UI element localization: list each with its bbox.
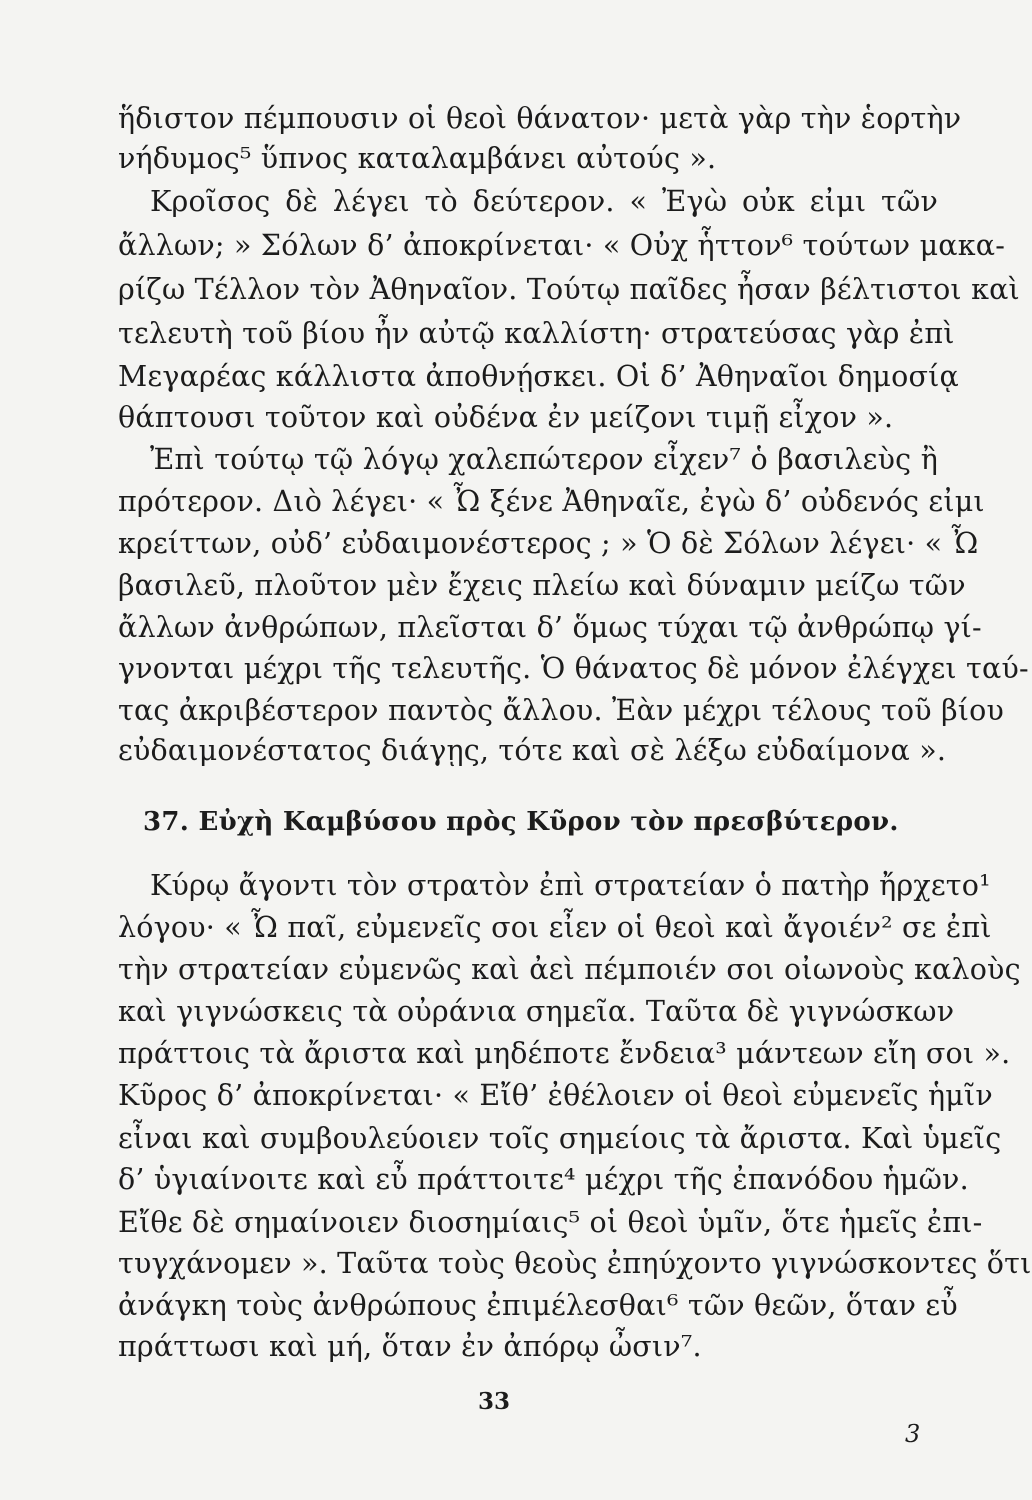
text-line: λόγου· « Ὦ παῖ, εὐμενεῖς σοι εἶεν οἱ θεοὶ καὶ ἄγοιέν² σε ἐπὶ [118,911,992,944]
text-line: βασιλεῦ, πλοῦτον μὲν ἔχεις πλείω καὶ δύναμιν μείζω τῶν [118,569,966,602]
text-line: πράττοις τὰ ἄριστα καὶ μηδέποτε ἔνδεια³ μάντεων εἴη σοι ». [118,1037,1011,1070]
text-line: Κύρῳ ἄγοντι τὸν στρατὸν ἐπὶ στρατείαν ὁ πατὴρ ἤρχετο¹ [150,869,991,902]
text-line: δ’ ὑγιαίνοιτε καὶ εὖ πράττοιτε⁴ μέχρι τῆς ἐπανόδου ἡμῶν. [118,1163,969,1196]
text-line: ἥδιστον πέμπουσιν οἱ θεοὶ θάνατον· μετὰ γὰρ τὴν ἑορτὴν [118,102,962,135]
text-line: ρίζω Τέλλον τὸν Ἀθηναῖον. Τούτῳ παῖδες ἦσαν βέλτιστοι καὶ [118,273,1020,306]
text-line: Κροῖσος δὲ λέγει τὸ δεύτερον. « Ἐγὼ οὐκ εἰμι τῶν [150,185,938,218]
text-line: ἄλλων; » Σόλων δ’ ἀποκρίνεται· « Οὐχ ἧττον⁶ τούτων μακα- [118,229,1006,262]
text-line: πράττωσι καὶ μή, ὅταν ἐν ἀπόρῳ ὦσιν⁷. [118,1330,702,1363]
section-heading: 37. Εὐχὴ Καμβύσου πρὸς Κῦρον τὸν πρεσβύτερον. [143,807,899,837]
text-line: Εἴθε δὲ σημαίνοιεν διοσημίαις⁵ οἱ θεοὶ ὑμῖν, ὅτε ἡμεῖς ἐπι- [118,1206,983,1239]
text-line: καὶ γιγνώσκεις τὰ οὐράνια σημεῖα. Ταῦτα δὲ γιγνώσκων [118,995,955,1028]
text-line: εἶναι καὶ συμβουλεύοιεν τοῖς σημείοις τὰ ἄριστα. Καὶ ὑμεῖς [118,1122,1002,1155]
text-line: εὐδαιμονέστατος διάγῃς, τότε καὶ σὲ λέξω εὐδαίμονα ». [118,734,947,767]
text-line: Κῦρος δ’ ἀποκρίνεται· « Εἴθ’ ἐθέλοιεν οἱ θεοὶ εὐμενεῖς ἡμῖν [118,1079,993,1112]
page-number: 33 [478,1388,511,1415]
text-line: τὴν στρατείαν εὐμενῶς καὶ ἀεὶ πέμποιέν σοι οἰωνοὺς καλοὺς [118,953,1021,986]
text-line: Μεγαρέας κάλλιστα ἀποθνῄσκει. Οἱ δ’ Ἀθηναῖοι δημοσίᾳ [118,360,959,393]
text-line: ἀνάγκη τοὺς ἀνθρώπους ἐπιμέλεσθαι⁶ τῶν θεῶν, ὅταν εὖ [118,1289,958,1322]
signature-mark: 3 [905,1420,921,1448]
text-line: τελευτὴ τοῦ βίου ἦν αὐτῷ καλλίστη· στρατεύσας γὰρ ἐπὶ [118,317,955,350]
text-line: Ἐπὶ τούτῳ τῷ λόγῳ χαλεπώτερον εἶχεν⁷ ὁ βασιλεὺς ἢ [150,443,938,476]
text-line: πρότερον. Διὸ λέγει· « Ὦ ξένε Ἀθηναῖε, ἐγὼ δ’ οὐδενός εἰμι [118,485,985,518]
text-line: τας ἀκριβέστερον παντὸς ἄλλου. Ἐὰν μέχρι τέλους τοῦ βίου [118,694,1005,727]
text-line: κρείττων, οὐδ’ εὐδαιμονέστερος ; » Ὁ δὲ Σόλων λέγει· « Ὦ [118,527,979,560]
text-line: ἄλλων ἀνθρώπων, πλεῖσται δ’ ὅμως τύχαι τῷ ἀνθρώπῳ γί- [118,611,982,644]
text-line: θάπτουσι τοῦτον καὶ οὐδένα ἐν μείζονι τιμῇ εἶχον ». [118,401,894,434]
text-line: γνονται μέχρι τῆς τελευτῆς. Ὁ θάνατος δὲ μόνον ἐλέγχει ταύ- [118,652,1029,685]
text-line: τυγχάνομεν ». Ταῦτα τοὺς θεοὺς ἐπηύχοντο γιγνώσκοντες ὅτι [118,1247,1032,1280]
text-line: νήδυμος⁵ ὕπνος καταλαμβάνει αὐτούς ». [118,142,717,175]
